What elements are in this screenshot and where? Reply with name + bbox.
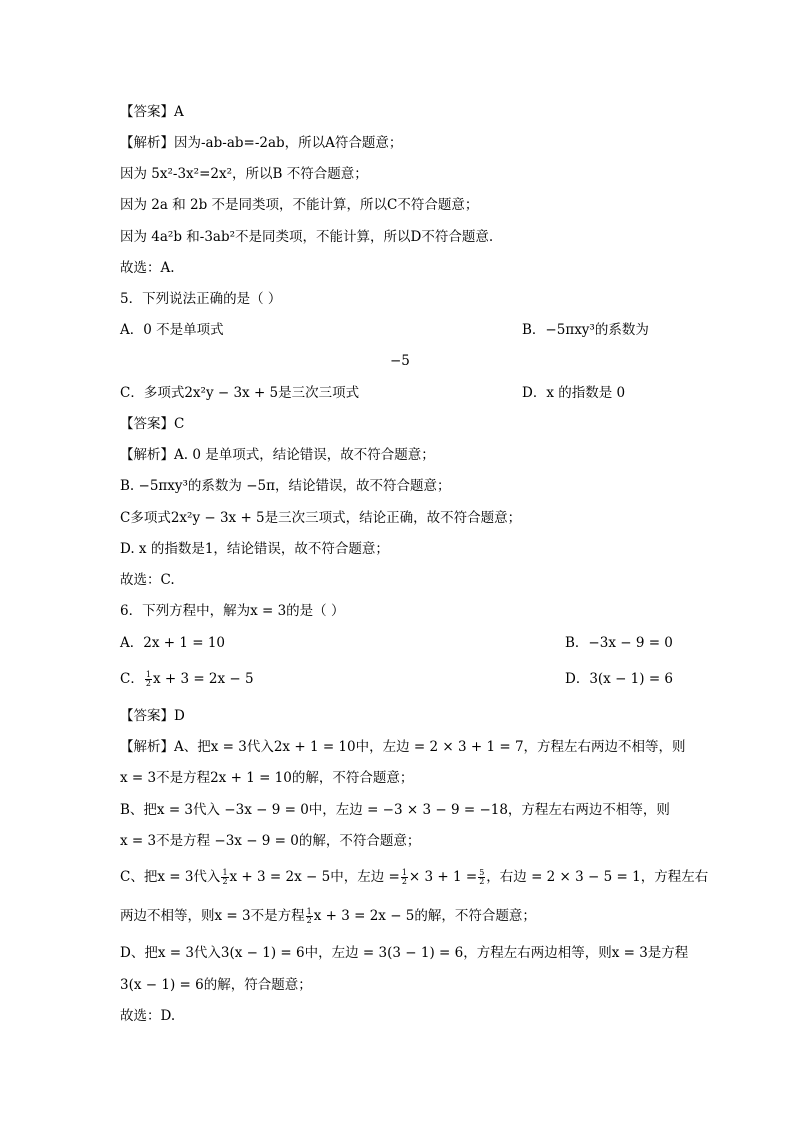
q4-choice: 故选：A. — [120, 260, 175, 276]
q6-exp5-part-d: ，右边 = 2 × 3 − 5 = 1，方程左右 — [486, 869, 709, 885]
fraction-one-half: $\frac{1}{2}$ — [145, 670, 151, 688]
q6-option-c-label: C． — [120, 671, 144, 687]
q6-exp5-part-c: × 3 + 1 = — [408, 869, 478, 885]
fraction-one-half: $\frac{1}{2}$ — [401, 868, 407, 886]
q6-option-c — [120, 669, 254, 689]
q5-option-b: B．−5πxy³的系数为 — [522, 322, 649, 338]
q4-explanation-line2: 因为 5x²-3x²=2x²，所以B 不符合题意； — [120, 166, 368, 182]
fraction-one-half: $\frac{1}{2}$ — [222, 868, 228, 886]
q5-explanation-line4: D. x 的指数是1，结论错误，故不符合题意； — [120, 541, 389, 557]
q5-option-c: C．多项式2x²y − 3x + 5是三次三项式 — [120, 385, 360, 401]
q4-explanation-line3: 因为 2a 和 2b 不是同类项，不能计算，所以C不符合题意； — [120, 197, 479, 213]
q6-explanation-line2: x = 3不是方程2x + 1 = 10的解，不符合题意； — [120, 770, 414, 786]
q6-exp5-part-a: C、把x = 3代入 — [120, 869, 221, 885]
q6-explanation-line6 — [120, 906, 536, 926]
q5-option-d: D．x 的指数是 0 — [522, 385, 626, 401]
q5-question: 5．下列说法正确的是（ ） — [120, 291, 282, 307]
q6-exp5-part-b: x + 3 = 2x − 5中，左边 = — [229, 869, 400, 885]
q6-explanation-line8: 3(x − 1) = 6的解，符合题意； — [120, 977, 312, 993]
q6-explanation-line5 — [120, 867, 708, 887]
q6-option-d: D．3(x − 1) = 6 — [565, 671, 674, 687]
q6-choice: 故选：D. — [120, 1008, 176, 1024]
q5-option-b-continued: −5 — [390, 353, 410, 369]
q5-answer: 【答案】C — [120, 416, 185, 432]
fraction-one-half: $\frac{1}{2}$ — [306, 907, 312, 925]
q6-explanation-line4: x = 3不是方程 −3x − 9 = 0的解，不符合题意； — [120, 833, 421, 849]
q6-option-c-text: x + 3 = 2x − 5 — [152, 671, 254, 687]
q6-question: 6．下列方程中，解为x = 3的是（ ） — [120, 603, 345, 619]
q5-explanation-line1: 【解析】A. 0 是单项式，结论错误，故不符合题意； — [120, 447, 435, 463]
q6-exp6-part-b: x + 3 = 2x − 5的解，不符合题意； — [313, 908, 536, 924]
q6-answer: 【答案】D — [120, 708, 185, 724]
q6-exp6-part-a: 两边不相等，则x = 3不是方程 — [120, 908, 305, 924]
q5-choice: 故选：C. — [120, 572, 175, 588]
q6-explanation-line3: B、把x = 3代入 −3x − 9 = 0中，左边 = −3 × 3 − 9 = −18，方程左右两边不相等，则 — [120, 802, 670, 818]
q4-explanation-line4: 因为 4a²b 和-3ab²不是同类项，不能计算，所以D不符合题意. — [120, 229, 494, 245]
q6-explanation-line1: 【解析】A、把x = 3代入2x + 1 = 10中，左边 = 2 × 3 + 1 = 7，方程左右两边不相等，则 — [120, 739, 686, 755]
q4-explanation-line1: 【解析】因为-ab-ab=-2ab，所以A符合题意； — [120, 135, 403, 151]
q6-option-b: B．−3x − 9 = 0 — [565, 635, 673, 651]
q4-answer: 【答案】A — [120, 104, 184, 120]
q5-option-a: A．0 不是单项式 — [120, 322, 224, 338]
q5-explanation-line3: C多项式2x²y − 3x + 5是三次三项式，结论正确，故不符合题意； — [120, 510, 522, 526]
q6-option-a: A．2x + 1 = 10 — [120, 635, 226, 651]
q6-explanation-line7: D、把x = 3代入3(x − 1) = 6中，左边 = 3(3 − 1) = 6，方程左右两边相等，则x = 3是方程 — [120, 945, 689, 961]
fraction-five-halves: $\frac{5}{2}$ — [479, 868, 485, 886]
q5-explanation-line2: B. −5πxy³的系数为 −5π，结论错误，故不符合题意； — [120, 478, 451, 494]
